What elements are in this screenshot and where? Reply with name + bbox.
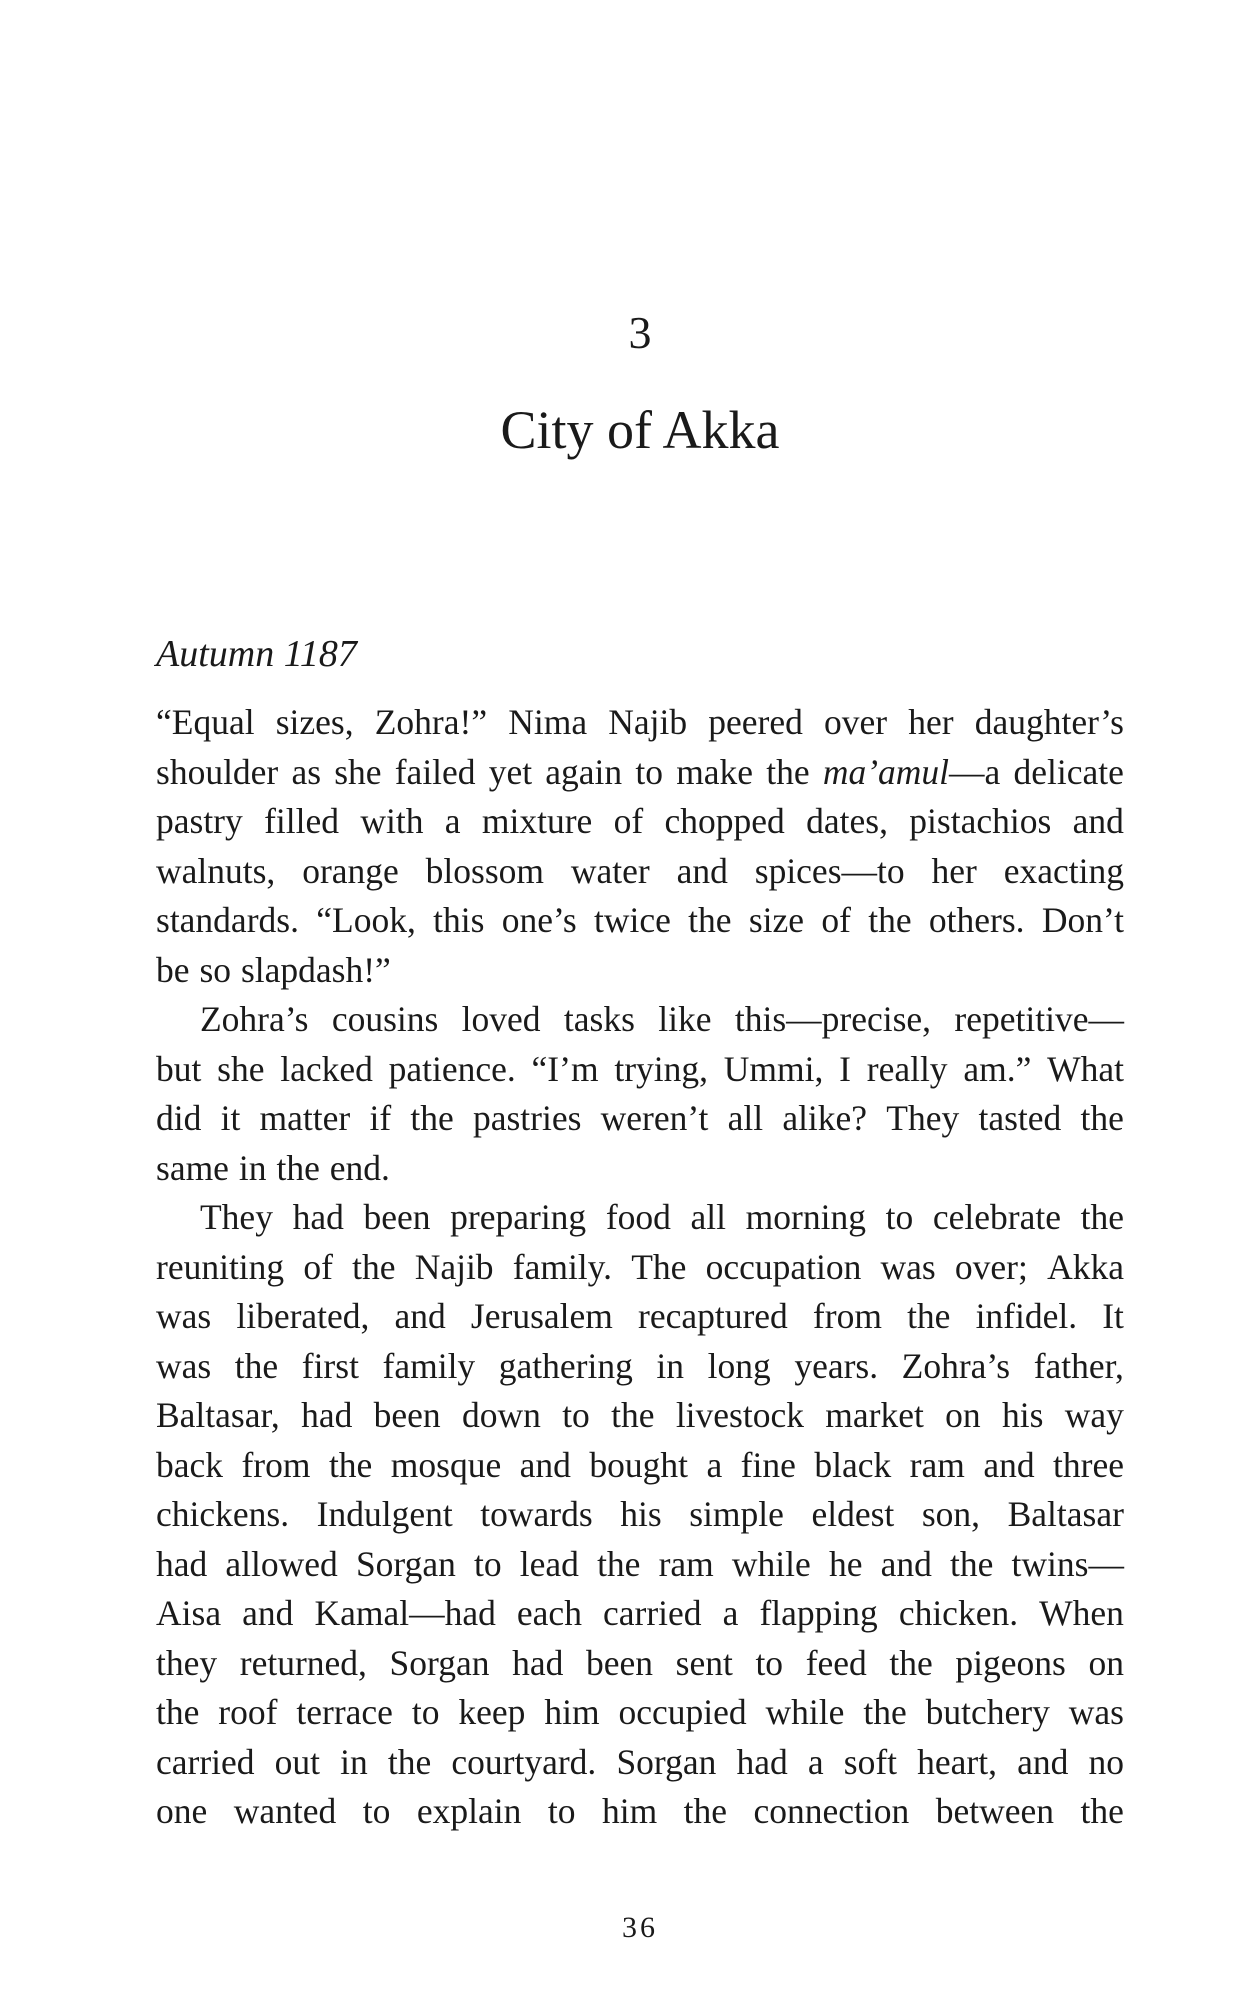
word: tasks xyxy=(563,999,635,1039)
word: recaptured xyxy=(638,1296,788,1336)
word: chopped xyxy=(664,801,785,841)
word: if xyxy=(369,1098,392,1138)
text-line xyxy=(156,847,1124,897)
word: mosque xyxy=(390,1444,502,1485)
word: liberated, xyxy=(236,1296,370,1336)
word: heart, xyxy=(917,1741,997,1782)
word: long xyxy=(707,1345,771,1386)
paragraph xyxy=(156,698,1124,995)
word: wanted xyxy=(233,1791,337,1831)
word: years. xyxy=(794,1345,879,1386)
word: each xyxy=(516,1593,582,1633)
word: terrace xyxy=(296,1692,393,1732)
word: shoulder xyxy=(156,751,279,792)
word: to xyxy=(362,1791,391,1831)
word: they xyxy=(156,1642,218,1683)
word: the xyxy=(156,1692,200,1732)
word: gathering xyxy=(498,1345,633,1386)
word: food xyxy=(605,1197,671,1237)
word: had xyxy=(736,1741,788,1782)
text-line xyxy=(156,1342,1124,1392)
text-line xyxy=(156,1391,1124,1441)
text-line xyxy=(156,1787,1124,1837)
word: Kamal—had xyxy=(314,1593,496,1633)
word: lead xyxy=(519,1543,579,1584)
word: a xyxy=(706,1444,723,1485)
word: the xyxy=(1080,1098,1124,1138)
word: Sorgan xyxy=(355,1543,456,1584)
word: of xyxy=(613,801,644,841)
word: had xyxy=(301,1395,353,1435)
word: and xyxy=(1072,801,1124,841)
word: water xyxy=(570,850,650,891)
word: to xyxy=(411,1692,440,1732)
word: Ummi, xyxy=(723,1048,824,1089)
word: three xyxy=(1053,1444,1124,1485)
word: the xyxy=(868,900,912,940)
word: had xyxy=(156,1543,208,1584)
word: repetitive— xyxy=(954,999,1124,1039)
word: peered xyxy=(708,702,803,742)
word: The xyxy=(631,1246,687,1287)
word: had xyxy=(292,1197,344,1237)
text-line xyxy=(156,1144,1124,1194)
word: and xyxy=(983,1444,1035,1485)
word: fine xyxy=(740,1444,796,1485)
word: Baltasar, xyxy=(156,1395,280,1435)
word: and xyxy=(676,850,728,891)
word: blossom xyxy=(425,850,545,891)
word: one xyxy=(156,1791,208,1831)
word: alike? xyxy=(782,1098,868,1138)
word: Nima xyxy=(508,702,588,742)
word: and xyxy=(394,1296,446,1336)
word: did xyxy=(156,1098,202,1138)
word: Jerusalem xyxy=(470,1296,613,1336)
text-line xyxy=(156,1243,1124,1293)
word: delicate xyxy=(1013,751,1124,792)
text-line xyxy=(156,1688,1124,1738)
word: sent xyxy=(675,1642,733,1683)
word: it xyxy=(220,1098,241,1138)
word: to xyxy=(635,751,663,792)
word: livestock xyxy=(675,1395,804,1435)
word: been xyxy=(373,1395,441,1435)
text-line xyxy=(156,698,1124,748)
word: be xyxy=(156,949,190,990)
word: Zohra!” xyxy=(374,702,488,742)
word: the xyxy=(683,1791,728,1831)
word: chickens. xyxy=(156,1494,290,1534)
text-line xyxy=(156,1540,1124,1590)
word: Baltasar xyxy=(1007,1494,1124,1534)
word: tasted xyxy=(978,1098,1062,1138)
word: black xyxy=(814,1444,892,1485)
word: been xyxy=(585,1642,653,1683)
word: and xyxy=(519,1444,571,1485)
word: It xyxy=(1102,1296,1124,1336)
word: to xyxy=(755,1642,784,1683)
word: lacked xyxy=(280,1048,373,1089)
text-line xyxy=(156,1639,1124,1689)
word: “Look, xyxy=(316,900,416,940)
word: over; xyxy=(954,1246,1028,1287)
word: the xyxy=(234,1345,279,1386)
word: been xyxy=(363,1197,431,1237)
word: size xyxy=(748,900,805,940)
word: the xyxy=(889,1642,933,1683)
word: father, xyxy=(1033,1345,1124,1386)
word: weren’t xyxy=(600,1098,709,1138)
page-number: 36 xyxy=(622,1911,658,1944)
word: and xyxy=(242,1593,294,1633)
word: keep xyxy=(458,1692,526,1732)
word: of xyxy=(303,1246,333,1287)
word: Don’t xyxy=(1041,900,1124,940)
word: all xyxy=(727,1098,764,1138)
word: had xyxy=(512,1642,564,1683)
word: Zohra’s xyxy=(200,999,309,1039)
word: make xyxy=(676,751,754,792)
word: reuniting xyxy=(156,1246,285,1287)
word: am.” xyxy=(963,1048,1032,1089)
word: son, xyxy=(921,1494,981,1534)
word: ram xyxy=(909,1444,965,1485)
word: her xyxy=(931,850,977,891)
word: mixture xyxy=(481,801,593,841)
word: Sorgan xyxy=(389,1642,490,1683)
word: as xyxy=(291,751,322,792)
word: market xyxy=(825,1395,924,1435)
word: “Equal xyxy=(156,702,255,742)
word: back xyxy=(156,1444,224,1485)
chapter-title: City of Akka xyxy=(500,400,780,460)
word: this xyxy=(433,900,485,940)
word: spices—to xyxy=(754,850,905,891)
word: his xyxy=(620,1494,662,1534)
word: of xyxy=(821,900,851,940)
word: Akka xyxy=(1047,1246,1124,1287)
word: first xyxy=(301,1345,359,1386)
paragraph xyxy=(156,1193,1124,1837)
word: sizes, xyxy=(275,702,354,742)
word: others. xyxy=(928,900,1025,940)
word: daughter’s xyxy=(974,702,1124,742)
word: Najib xyxy=(608,702,688,742)
word: towards xyxy=(480,1494,593,1534)
word: was xyxy=(156,1345,212,1386)
word: was xyxy=(1068,1692,1124,1732)
word: matter xyxy=(259,1098,351,1138)
word: in xyxy=(656,1345,685,1386)
word: the xyxy=(276,1147,320,1188)
word: explain xyxy=(416,1791,522,1831)
paragraph xyxy=(156,995,1124,1193)
word: he xyxy=(828,1543,863,1584)
word: a xyxy=(807,1741,824,1782)
text-line xyxy=(156,946,1124,996)
word: standards. xyxy=(156,900,299,940)
word: with xyxy=(360,801,424,841)
word: again xyxy=(545,751,623,792)
word: a xyxy=(722,1593,739,1633)
word: carried xyxy=(603,1593,702,1633)
word: the xyxy=(688,900,732,940)
word: the xyxy=(907,1296,951,1336)
word: filled xyxy=(264,801,340,841)
word: end. xyxy=(329,1147,390,1188)
word: simple xyxy=(689,1494,784,1534)
word: Indulgent xyxy=(316,1494,453,1534)
word: loved xyxy=(461,999,541,1039)
word: him xyxy=(601,1791,658,1831)
text-line xyxy=(156,797,1124,847)
word: morning xyxy=(745,1197,866,1237)
word: pistachios xyxy=(909,801,1052,841)
word: courtyard. xyxy=(451,1741,597,1782)
text-line xyxy=(156,995,1124,1045)
word: his xyxy=(1001,1395,1044,1435)
word: trying, xyxy=(614,1048,709,1089)
word: eldest xyxy=(811,1494,895,1534)
word: the xyxy=(387,1741,432,1782)
word: orange xyxy=(302,850,399,891)
word: roof xyxy=(218,1692,278,1732)
word: dates, xyxy=(806,801,888,841)
word: slapdash!” xyxy=(240,949,391,990)
word: the xyxy=(766,751,810,792)
chapter-number: 3 xyxy=(628,307,652,358)
word: failed xyxy=(394,751,476,792)
word: family. xyxy=(512,1246,612,1287)
word: this—precise, xyxy=(734,999,932,1039)
word: Sorgan xyxy=(616,1741,717,1782)
word: pigeons xyxy=(955,1642,1066,1683)
word: on xyxy=(945,1395,981,1435)
text-line xyxy=(156,896,1124,946)
text-line xyxy=(156,1094,1124,1144)
word: no xyxy=(1088,1741,1124,1782)
word: the xyxy=(328,1444,373,1485)
word: was xyxy=(880,1246,936,1287)
word: “I’m xyxy=(531,1048,599,1089)
word: preparing xyxy=(450,1197,587,1237)
word: in xyxy=(340,1741,368,1782)
word: butchery xyxy=(925,1692,1050,1732)
dateline: Autumn 1187 xyxy=(156,633,357,675)
text-line xyxy=(156,1589,1124,1639)
word: ma’amul—a xyxy=(822,751,1001,792)
word: the xyxy=(410,1098,454,1138)
word: to xyxy=(547,1791,576,1831)
body-text xyxy=(156,698,1124,1837)
word: him xyxy=(544,1692,600,1732)
word: from xyxy=(812,1296,882,1336)
word: Zohra’s xyxy=(901,1345,1011,1386)
text-line xyxy=(156,748,1124,798)
word: soft xyxy=(843,1741,898,1782)
word: way xyxy=(1064,1395,1124,1435)
word: When xyxy=(1039,1593,1124,1633)
word: while xyxy=(765,1692,845,1732)
word: celebrate xyxy=(932,1197,1061,1237)
word: chicken. xyxy=(898,1593,1019,1633)
word: carried xyxy=(156,1741,255,1782)
word: down xyxy=(461,1395,541,1435)
word: What xyxy=(1047,1048,1124,1089)
text-line xyxy=(156,1292,1124,1342)
word: and xyxy=(1017,1741,1069,1782)
word: the xyxy=(950,1543,994,1584)
word: twice xyxy=(593,900,671,940)
word: pastry xyxy=(156,801,243,841)
word: out xyxy=(274,1741,321,1782)
word: one’s xyxy=(501,900,577,940)
word: occupation xyxy=(705,1246,862,1287)
word: so xyxy=(199,949,232,990)
word: like xyxy=(658,999,712,1039)
word: and xyxy=(880,1543,932,1584)
word: Aisa xyxy=(156,1593,222,1633)
word: allowed xyxy=(225,1543,338,1584)
word: They xyxy=(200,1197,273,1237)
word: while xyxy=(731,1543,811,1584)
text-line xyxy=(156,1738,1124,1788)
word: to xyxy=(474,1543,502,1584)
text-line xyxy=(156,1441,1124,1491)
word: ram xyxy=(658,1543,714,1584)
word: exacting xyxy=(1003,850,1124,891)
text-line xyxy=(156,1193,1124,1243)
word: the xyxy=(611,1395,655,1435)
word: the xyxy=(1080,1791,1124,1831)
word: all xyxy=(690,1197,727,1237)
word: between xyxy=(935,1791,1055,1831)
word: yet xyxy=(488,751,533,792)
word: connection xyxy=(753,1791,910,1831)
word: occupied xyxy=(618,1692,747,1732)
word: she xyxy=(217,1048,265,1089)
word: to xyxy=(885,1197,914,1237)
word: family xyxy=(382,1345,476,1386)
word: walnuts, xyxy=(156,850,276,891)
word: she xyxy=(334,751,382,792)
word: Najib xyxy=(414,1246,494,1287)
word: infidel. xyxy=(975,1296,1078,1336)
word: but xyxy=(156,1048,202,1089)
word: flapping xyxy=(759,1593,878,1633)
word: over xyxy=(823,702,888,742)
word: really xyxy=(866,1048,948,1089)
word: I xyxy=(839,1048,851,1089)
word: They xyxy=(886,1098,960,1138)
word: in xyxy=(238,1147,267,1188)
word: from xyxy=(241,1444,311,1485)
word: bought xyxy=(589,1444,688,1485)
word: patience. xyxy=(388,1048,516,1089)
word: was xyxy=(156,1296,212,1336)
word: the xyxy=(863,1692,907,1732)
word: same xyxy=(156,1147,229,1188)
text-line xyxy=(156,1045,1124,1095)
word: twins— xyxy=(1011,1543,1124,1584)
text-line xyxy=(156,1490,1124,1540)
word: a xyxy=(444,801,461,841)
word: the xyxy=(1080,1197,1124,1237)
word: cousins xyxy=(331,999,439,1039)
word: returned, xyxy=(239,1642,367,1683)
word: the xyxy=(352,1246,396,1287)
word: to xyxy=(562,1395,590,1435)
word: feed xyxy=(805,1642,867,1683)
word: pastries xyxy=(472,1098,582,1138)
word: on xyxy=(1088,1642,1124,1683)
word: her xyxy=(908,702,954,742)
word: the xyxy=(597,1543,641,1584)
